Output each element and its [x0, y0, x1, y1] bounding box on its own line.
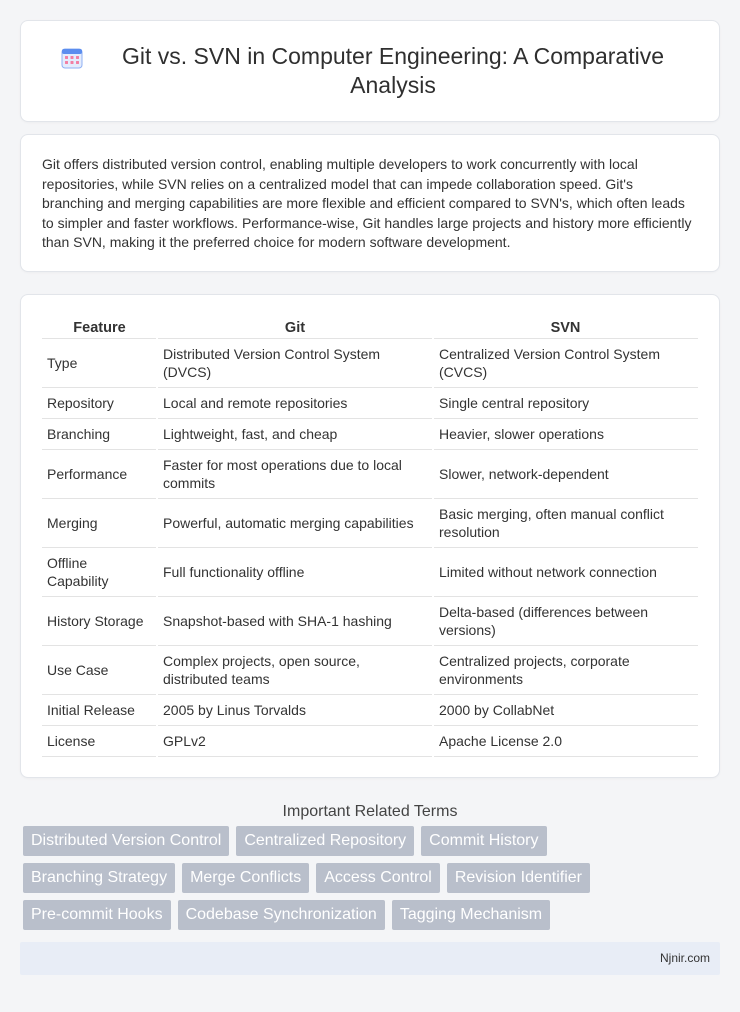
comparison-table: [42, 317, 698, 757]
summary-card: [20, 134, 720, 272]
table-row: [42, 726, 698, 757]
header-git: Git: [157, 317, 433, 339]
table-header-row: [42, 317, 698, 339]
term-tag[interactable]: Commit History: [421, 826, 546, 856]
term-tag[interactable]: Distributed Version Control: [23, 826, 229, 856]
table-row: [42, 499, 698, 548]
cell-git: Faster for most operations due to local commits: [157, 450, 433, 499]
table-row: [42, 548, 698, 597]
footer-brand-link[interactable]: Njnir.com: [659, 951, 710, 965]
cell-feature: License: [42, 726, 157, 757]
cell-svn: Apache License 2.0: [433, 726, 698, 757]
term-tag[interactable]: Access Control: [316, 863, 440, 893]
term-tag[interactable]: Codebase Synchronization: [178, 900, 385, 930]
cell-git: Full functionality offline: [157, 548, 433, 597]
cell-feature: Performance: [42, 450, 157, 499]
cell-git: 2005 by Linus Torvalds: [157, 695, 433, 726]
term-tag[interactable]: Branching Strategy: [23, 863, 175, 893]
page-title: Git vs. SVN in Computer Engineering: A Comparative Analysis: [121, 43, 665, 98]
header-svn: SVN: [433, 317, 698, 339]
cell-svn: Limited without network connection: [433, 548, 698, 597]
term-tag[interactable]: Merge Conflicts: [182, 863, 309, 893]
cell-svn: Single central repository: [433, 388, 698, 419]
cell-svn: 2000 by CollabNet: [433, 695, 698, 726]
related-terms-heading: Important Related Terms: [282, 803, 458, 820]
table-row: [42, 339, 698, 388]
table-row: [42, 388, 698, 419]
calendar-grid-icon: [61, 47, 83, 69]
term-tag[interactable]: Pre-commit Hooks: [23, 900, 171, 930]
footer: [20, 942, 720, 975]
cell-svn: Heavier, slower operations: [433, 419, 698, 450]
cell-git: Distributed Version Control System (DVCS): [157, 339, 433, 388]
related-terms-list: [20, 826, 710, 937]
cell-git: Powerful, automatic merging capabilities: [157, 499, 433, 548]
table-row: [42, 450, 698, 499]
cell-feature: Branching: [42, 419, 157, 450]
cell-feature: Type: [42, 339, 157, 388]
cell-svn: Centralized projects, corporate environments: [433, 646, 698, 695]
cell-git: Snapshot-based with SHA-1 hashing: [157, 597, 433, 646]
table-row: [42, 646, 698, 695]
cell-git: Lightweight, fast, and cheap: [157, 419, 433, 450]
cell-svn: Centralized Version Control System (CVCS): [433, 339, 698, 388]
cell-feature: Offline Capability: [42, 548, 157, 597]
cell-feature: History Storage: [42, 597, 157, 646]
header-feature: Feature: [42, 317, 157, 339]
term-tag[interactable]: Revision Identifier: [447, 863, 590, 893]
cell-feature: Use Case: [42, 646, 157, 695]
comparison-table-card: [20, 294, 720, 778]
term-tag[interactable]: Centralized Repository: [236, 826, 414, 856]
cell-svn: Delta-based (differences between versions): [433, 597, 698, 646]
table-row: [42, 695, 698, 726]
cell-feature: Repository: [42, 388, 157, 419]
table-row: [42, 597, 698, 646]
cell-svn: Slower, network-dependent: [433, 450, 698, 499]
summary-text: Git offers distributed version control, enabling multiple developers to work concurrently with local repositories, while SVN relies on a centralized model that can impede collaboration speed. Git's branching and merging capabilities are more flexible and efficient compared to SVN's, which often leads to simpler and faster workflows. Performance-wise, Git handles large projects and history more efficiently than SVN, making it the preferred choice for modern software development.: [42, 156, 692, 251]
cell-svn: Basic merging, often manual conflict resolution: [433, 499, 698, 548]
cell-git: Complex projects, open source, distributed teams: [157, 646, 433, 695]
term-tag[interactable]: Tagging Mechanism: [392, 900, 550, 930]
cell-git: Local and remote repositories: [157, 388, 433, 419]
title-card: [20, 20, 720, 122]
cell-feature: Initial Release: [42, 695, 157, 726]
cell-git: GPLv2: [157, 726, 433, 757]
title-wrap: [61, 42, 679, 100]
table-row: [42, 419, 698, 450]
cell-feature: Merging: [42, 499, 157, 548]
